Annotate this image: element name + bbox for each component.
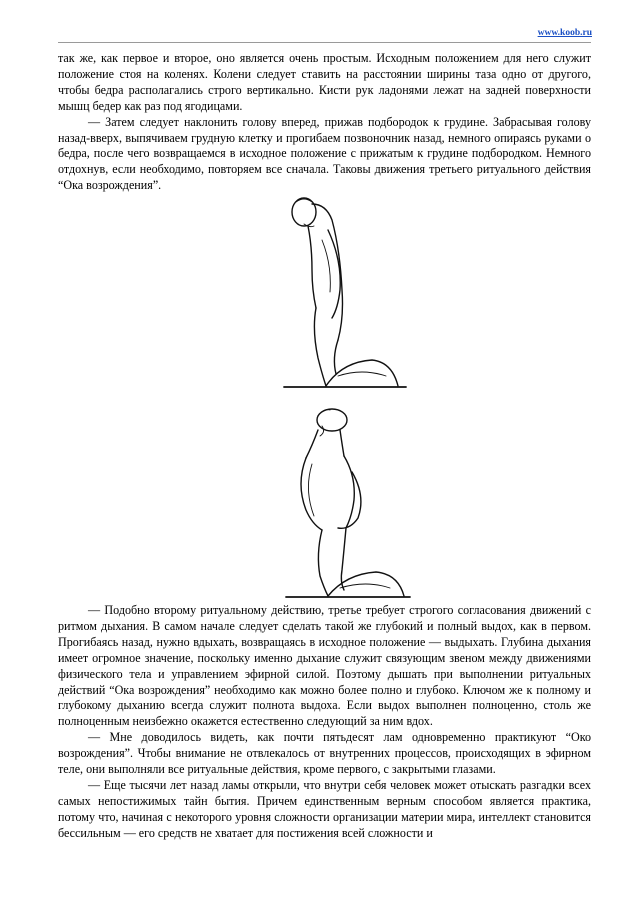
paragraph: — Еще тысячи лет назад ламы открыли, что внутри себя человек может отыскать разгадки всех самых непостижимых тайн бытия. Причем единственным верным способом является практика, потому что, начиная с некоторого уровня сложности организации материи мира, интеллект становится бессильным — его средств не хватает для постижения всей сложности и xyxy=(58,777,591,840)
kneeling-head-back-figure xyxy=(282,400,412,600)
paragraph: — Мне доводилось видеть, как почти пятьдесят лам одновременно практикуют “Око возрождения”. Чтобы внимание не отвлекалось от внутренних процессов, происходящих в эфирном теле, они выполняли все ритуальные действия, кроме первого, с закрытыми глазами. xyxy=(58,730,591,777)
text-block-top xyxy=(58,51,591,194)
paragraph: так же, как первое и второе, оно является очень простым. Исходным положением для него служит положение стоя на коленях. Колени следует ставить на расстоянии ширины таза одно от другого, чтобы бедра располагались строго вертикально. Кисти рук ладонями лежат на задней поверхности мышц бедер как раз под ягодицами. xyxy=(58,51,591,113)
kneeling-head-forward-figure xyxy=(282,190,408,390)
header-divider xyxy=(58,42,591,43)
text-block-bottom xyxy=(58,603,591,842)
paragraph: — Затем следует наклонить голову вперед, прижав подбородок к грудине. Забрасывая голову назад-вверх, выпячиваем грудную клетку и прогибаем позвоночник назад, немного опираясь руками о бедра, после чего возвращаемся в исходное положение с прижатым к грудине подбородком. Немного отдохнув, если необходимо, повторяем все сначала. Таковы движения третьего ритуального действия “Ока возрождения”. xyxy=(58,114,591,193)
illustration-figure-2 xyxy=(282,400,412,600)
site-link[interactable]: www.koob.ru xyxy=(537,28,592,38)
illustration-figure-1 xyxy=(282,190,408,390)
paragraph: — Подобно второму ритуальному действию, третье требует строгого согласования движений с ритмом дыхания. В самом начале следует сделать такой же глубокий и полный выдох, как в первом. Прогибаясь назад, нужно вдыхать, возвращаясь в исходное положение — выдыхать. Глубина дыхания имеет огромное значение, поскольку именно дыхание служит связующим звеном между движениями физического тела и управлением эфирной силой. Поэтому дышать при выполнении ритуальных действий “Ока возрождения” необходимо как можно более полно и глубоко. Ключом же к полному и глубокому дыханию всегда служит полнота выдоха. Если выдох выполнен полноценно, столь же полноценным неизбежно окажется естественно следующий за ним вдох. xyxy=(58,603,591,729)
